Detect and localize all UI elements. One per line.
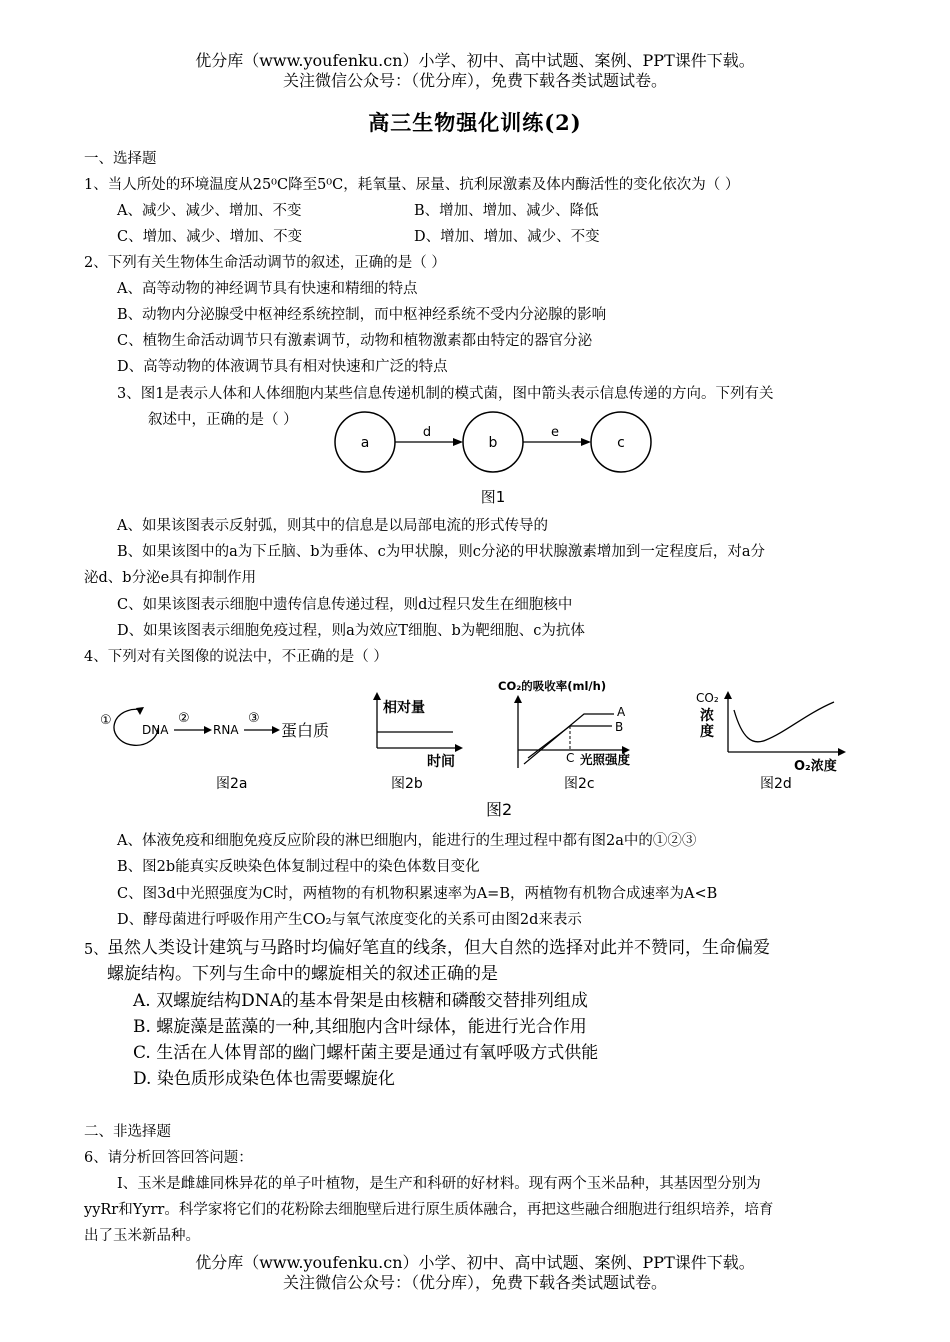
figure-2b [365, 688, 475, 800]
question-4-stem: 4、下列对有关图像的说法中，不正确的是（ ） [84, 649, 388, 665]
header-line-2: 关注微信公众号：（优分库），免费下载各类试题试卷。 [282, 71, 667, 90]
figure-2d [690, 688, 860, 800]
question-3-option-c: C、如果该图表示细胞中遗传信息传递过程，则d过程只发生在细胞核中 [117, 597, 573, 613]
question-1-option-c: C、增加、减少、增加、不变 [117, 229, 303, 245]
section-heading: 一、选择题 [84, 151, 157, 167]
question-5-option-b: B. 螺旋藻是蓝藻的一种,其细胞内含叶绿体，能进行光合作用 [133, 1017, 587, 1037]
label-a: a [360, 435, 370, 451]
y-axis-label-1: CO₂ [696, 691, 719, 705]
figure-2-caption: 图2 [486, 800, 513, 819]
label-1: ① [100, 713, 112, 728]
question-5-number: 5、 [84, 942, 108, 958]
question-3-stem: 3、图1是表示人体和人体细胞内某些信息传递机制的模式菌，图中箭头表示信息传递的方向。下列有关 [117, 386, 774, 402]
x-axis-label: 时间 [427, 754, 455, 770]
question-5-stem-cont: 螺旋结构。下列与生命中的螺旋相关的叙述正确的是 [107, 964, 498, 984]
question-3-option-d: D、如果该图表示细胞免疫过程，则a为效应T细胞、b为靶细胞、c为抗体 [117, 623, 585, 639]
label-c: c [617, 435, 625, 451]
series-curve [734, 702, 834, 742]
y-axis-label-3: 度 [700, 724, 714, 740]
label-rna: RNA [213, 723, 239, 737]
label-dna: DNA [142, 723, 169, 737]
question-6-stem: 6、请分析回答回答问题： [84, 1150, 253, 1166]
footer-line-1: 优分库（www.youfenku.cn）小学、初中、高中试题、案例、PPT课件下载。 [195, 1253, 755, 1272]
header-line-1: 优分库（www.youfenku.cn）小学、初中、高中试题、案例、PPT课件下载。 [195, 51, 755, 70]
question-3-option-b-cont: 泌d、b分泌e具有抑制作用 [84, 570, 257, 586]
question-1-stem: 1、当人所处的环境温度从25⁰C降至5⁰C，耗氧量、尿量、抗利尿激素及体内酶活性的变化依次为（ ） [84, 177, 740, 193]
question-6-paragraph-1: Ⅰ、玉米是雌雄同株异花的单子叶植物，是生产和科研的好材料。现有两个玉米品种，其基因型分别为 [117, 1176, 761, 1192]
question-4-option-a: A、体液免疫和细胞免疫反应阶段的淋巴细胞内，能进行的生理过程中都有图2a中的①②③ [117, 833, 697, 849]
question-5-stem: 虽然人类设计建筑与马路时均偏好笔直的线条，但大自然的选择对此并不赞同，生命偏爱 [107, 938, 770, 958]
question-2-option-a: A、高等动物的神经调节具有快速和精细的特点 [117, 281, 418, 297]
figure-1 [330, 410, 690, 510]
x-axis-label: 光照强度 [580, 752, 631, 767]
question-2-stem: 2、下列有关生物体生命活动调节的叙述，正确的是（ ） [84, 255, 446, 271]
label-a: A [617, 705, 626, 719]
y-axis-label-2: 浓 [700, 708, 714, 724]
question-1-option-a: A、减少、减少、增加、不变 [117, 203, 302, 219]
question-4-option-c: C、图3d中光照强度为C时，两植物的有机物积累速率为A=B，两植物有机物合成速率为A<B [117, 886, 718, 902]
y-axis-label: 相对量 [383, 700, 425, 716]
question-5-option-c: C. 生活在人体胃部的幽门螺杆菌主要是通过有氧呼吸方式供能 [133, 1043, 599, 1063]
figure-2a [98, 690, 348, 800]
question-4-option-d: D、酵母菌进行呼吸作用产生CO₂与氧气浓度变化的关系可由图2d来表示 [117, 912, 582, 928]
footer-line-2: 关注微信公众号：（优分库），免费下载各类试题试卷。 [282, 1273, 667, 1292]
question-2-option-d: D、高等动物的体液调节具有相对快速和广泛的特点 [117, 359, 448, 375]
x-axis-label: O₂浓度 [794, 759, 837, 774]
question-2-option-c: C、植物生命活动调节只有激素调节，动物和植物激素都由特定的器官分泌 [117, 333, 593, 349]
label-e: e [551, 425, 559, 440]
label-b: B [615, 720, 624, 734]
label-c: C [566, 751, 575, 765]
question-2-option-b: B、动物内分泌腺受中枢神经系统控制，而中枢神经系统不受内分泌腺的影响 [117, 307, 607, 323]
figure-2c-caption: 图2c [564, 776, 595, 792]
question-1-option-d: D、增加、增加、减少、不变 [414, 229, 600, 245]
arrow-e [581, 438, 591, 446]
question-3-option-a: A、如果该图表示反射弧，则其中的信息是以局部电流的形式传导的 [117, 518, 548, 534]
label-b: b [488, 435, 498, 451]
arrow-d [453, 438, 463, 446]
y-axis-label: CO₂的吸收率(ml/h) [498, 679, 607, 693]
page-title: 高三生物强化训练(2) [368, 110, 582, 135]
question-1-option-b: B、增加、增加、减少、降低 [414, 203, 599, 219]
label-protein: 蛋白质 [281, 721, 330, 740]
section-heading-2: 二、非选择题 [84, 1124, 171, 1140]
question-6-paragraph-3: 出了玉米新品种。 [84, 1228, 200, 1244]
question-3-option-b: B、如果该图中的a为下丘脑、b为垂体、c为甲状腺，则c分泌的甲状腺激素增加到一定程度后，对a分 [117, 544, 765, 560]
question-5-option-a: A. 双螺旋结构DNA的基本骨架是由核糖和磷酸交替排列组成 [133, 991, 588, 1011]
label-3: ③ [248, 711, 260, 726]
figure-1-caption: 图1 [480, 488, 506, 506]
question-3-stem-cont: 叙述中，正确的是（ ） [148, 412, 298, 428]
figure-2d-caption: 图2d [760, 776, 792, 792]
question-6-paragraph-2: yyRr和Yyrr。科学家将它们的花粉除去细胞壁后进行原生质体融合，再把这些融合细胞进行组织培养，培育 [84, 1202, 774, 1218]
label-2: ② [178, 711, 190, 726]
label-d: d [422, 425, 432, 440]
figure-2c [490, 676, 660, 800]
figure-2b-caption: 图2b [391, 776, 423, 792]
question-5-option-d: D. 染色质形成染色体也需要螺旋化 [133, 1069, 395, 1089]
figure-2a-caption: 图2a [216, 776, 248, 792]
question-4-option-b: B、图2b能真实反映染色体复制过程中的染色体数目变化 [117, 859, 480, 875]
